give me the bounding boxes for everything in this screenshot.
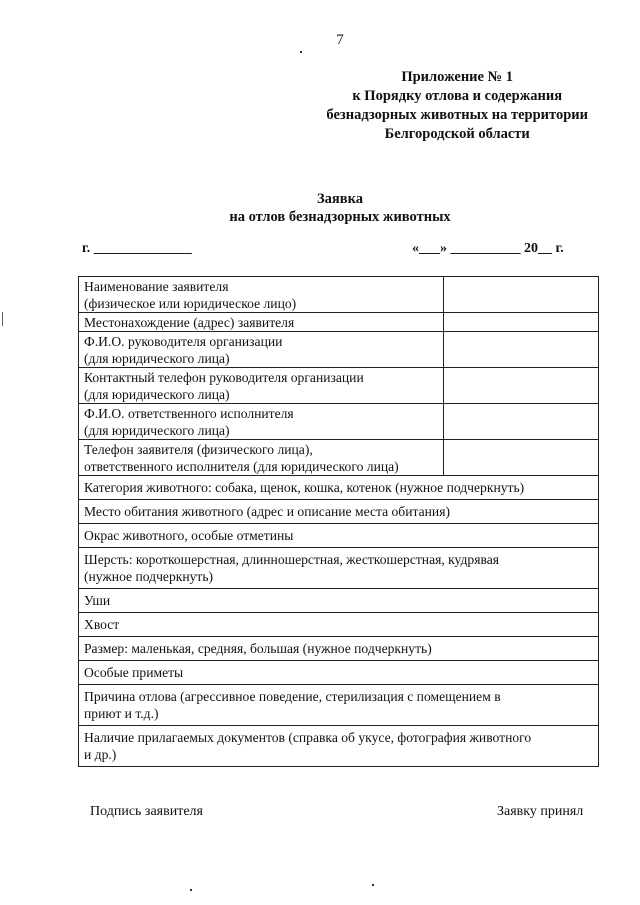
animal-info-field[interactable]: Категория животного: собака, щенок, кошка, котенок (нужное подчеркнуть) — [79, 476, 599, 500]
animal-info-row — [79, 613, 599, 637]
document-title — [0, 190, 640, 226]
scan-speck — [372, 884, 374, 886]
appendix-header — [326, 68, 588, 144]
appendix-line: безнадзорных животных на территории — [326, 107, 588, 123]
field-value-cell[interactable] — [444, 368, 599, 404]
applicant-signature-label: Подпись заявителя — [90, 804, 203, 819]
animal-info-row — [79, 548, 599, 589]
animal-info-field[interactable]: Окрас животного, особые отметины — [79, 524, 599, 548]
animal-info-field[interactable]: Размер: маленькая, средняя, большая (нужное подчеркнуть) — [79, 637, 599, 661]
applicant-row — [79, 368, 599, 404]
field-label: Местонахождение (адрес) заявителя — [79, 313, 444, 332]
scan-edge-mark — [2, 312, 3, 326]
application-form-table — [78, 276, 599, 767]
animal-info-field[interactable]: Причина отлова (агрессивное поведение, стерилизация с помещением в приют и т.д.) — [79, 685, 599, 726]
city-field[interactable]: г. ______________ — [82, 241, 192, 256]
animal-info-row — [79, 726, 599, 767]
appendix-line: к Порядку отлова и содержания — [352, 88, 563, 104]
applicant-row — [79, 313, 599, 332]
appendix-line: Приложение № 1 — [401, 69, 514, 85]
field-label: Наименование заявителя (физическое или юридическое лицо) — [79, 277, 444, 313]
animal-info-row — [79, 637, 599, 661]
title-line: Заявка — [317, 191, 363, 207]
animal-info-field[interactable]: Особые приметы — [79, 661, 599, 685]
animal-info-row — [79, 685, 599, 726]
animal-info-field[interactable]: Место обитания животного (адрес и описание места обитания) — [79, 500, 599, 524]
field-value-cell[interactable] — [444, 332, 599, 368]
applicant-row — [79, 440, 599, 476]
animal-info-row — [79, 661, 599, 685]
field-label: Ф.И.О. ответственного исполнителя (для юридического лица) — [79, 404, 444, 440]
subtitle-line: на отлов безнадзорных животных — [229, 209, 451, 225]
field-value-cell[interactable] — [444, 440, 599, 476]
animal-info-row — [79, 589, 599, 613]
animal-info-field[interactable]: Хвост — [79, 613, 599, 637]
animal-info-field[interactable]: Наличие прилагаемых документов (справка об укусе, фотография животного и др.) — [79, 726, 599, 767]
page-number: 7 — [336, 32, 344, 48]
field-value-cell[interactable] — [444, 313, 599, 332]
field-label: Контактный телефон руководителя организации (для юридического лица) — [79, 368, 444, 404]
animal-info-field[interactable]: Уши — [79, 589, 599, 613]
field-label: Телефон заявителя (физического лица), ответственного исполнителя (для юридического лица) — [79, 440, 444, 476]
scan-speck — [300, 51, 302, 53]
field-value-cell[interactable] — [444, 404, 599, 440]
animal-info-row — [79, 500, 599, 524]
scan-speck — [190, 889, 192, 891]
accepted-by-label: Заявку принял — [497, 804, 584, 819]
appendix-line: Белгородской области — [384, 126, 530, 142]
applicant-row — [79, 404, 599, 440]
field-value-cell[interactable] — [444, 277, 599, 313]
animal-info-row — [79, 476, 599, 500]
applicant-row — [79, 277, 599, 313]
applicant-row — [79, 332, 599, 368]
date-field[interactable]: «___» __________ 20__ г. — [412, 241, 564, 256]
animal-info-row — [79, 524, 599, 548]
field-label: Ф.И.О. руководителя организации (для юридического лица) — [79, 332, 444, 368]
animal-info-field[interactable]: Шерсть: короткошерстная, длинношерстная, жесткошерстная, кудрявая (нужное подчеркнуть) — [79, 548, 599, 589]
